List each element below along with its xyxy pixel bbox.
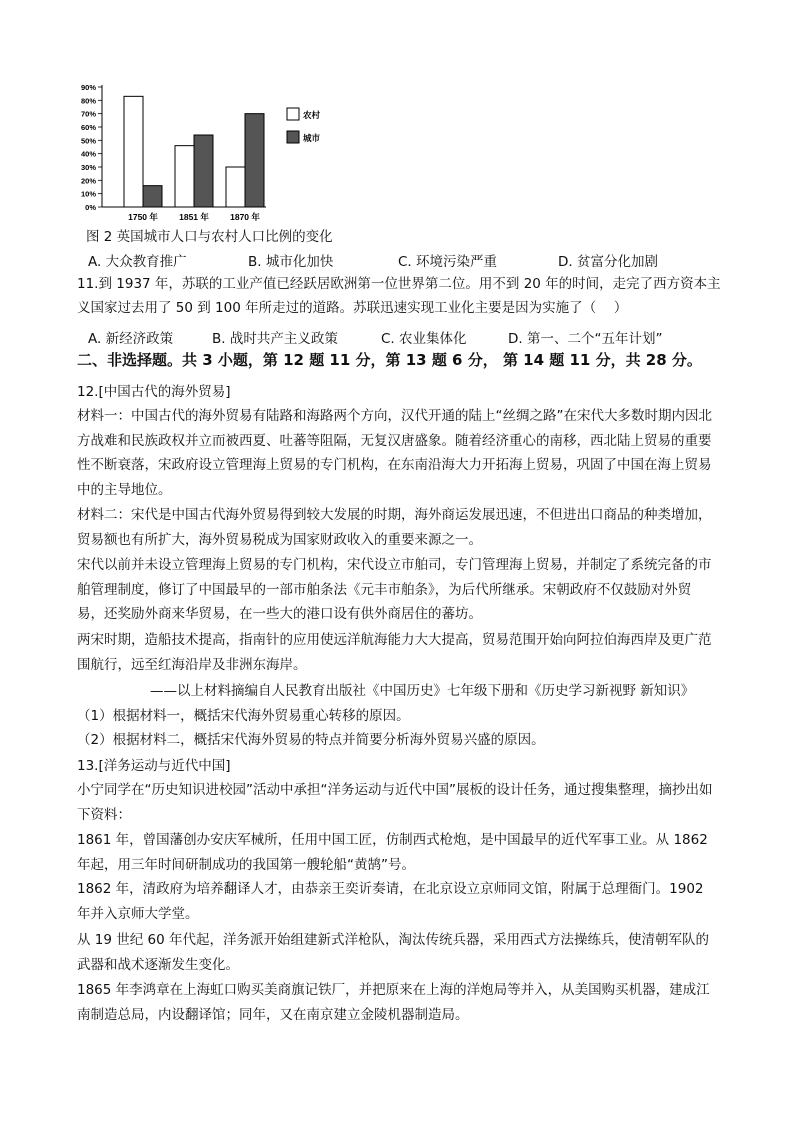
q12-material-2c: 两宋时期，造船技术提高，指南针的应用使远洋航海能力大大提高，贸易范围开始向阿拉伯海西岸及更广范围航行，远至红海沿岸及非洲东海岸。 (77, 632, 712, 673)
y-tick-label: 40% (80, 149, 96, 159)
bar-rural (175, 146, 194, 207)
q10-option-a: A. 大众教育推广 (88, 254, 187, 270)
q12-material-1: 材料一：中国古代的海外贸易有陆路和海路两个方向，汉代开通的陆上“丝绸之路”在宋代大多数时期内因北方战难和民族政权并立而被西夏、吐蕃等阻隔，无复汉唐盛象。随着经济重心的南移，西北陆上贸易的重要性不断衰落，宋政府设立管理海上贸易的专门机构，在东南沿海大力开拓海上贸易，巩固了中国在海上贸易中的主导地位。 (77, 408, 712, 498)
bar-urban (143, 186, 162, 207)
bar-urban (245, 114, 264, 207)
y-tick-label: 70% (80, 109, 96, 119)
q11-option-c: C. 农业集体化 (381, 331, 467, 347)
bar-rural (124, 96, 143, 207)
y-tick-label: 10% (80, 189, 96, 199)
q12-material-2b: 宋代以前并未设立管理海上贸易的专门机构，宋代设立市舶司，专门管理海上贸易，并制定了系统完备的市舶管理制度，修订了中国最早的一部市舶条法《元丰市舶条》，为后代所继承。宋朝政府不仅鼓励对外贸易，还奖励外商来华贸易，在一些大的港口设有供外商居住的蕃坊。 (77, 557, 712, 622)
y-tick-label: 50% (80, 136, 96, 146)
q10-option-b: B. 城市化加快 (248, 254, 334, 270)
y-tick-label: 30% (80, 163, 96, 172)
y-axis-ticks (81, 83, 102, 212)
q10-option-d: D. 贫富分化加剧 (558, 254, 658, 270)
q11-stem-line2: 义国家过去用了 50 到 100 年所走过的道路。苏联迅速实现工业化主要是因为实施了（ ） (77, 300, 628, 316)
section-heading: 二、非选择题。共 3 小题，第 12 题 11 分，第 13 题 6 分， 第 14 题 11 分，共 28 分。 (77, 351, 702, 369)
q11-stem-line1: 11.到 1937 年，苏联的工业产值已经跃居欧洲第一位世界第二位。用不到 20 年的时间，走完了西方资本主 (77, 276, 721, 292)
x-tick-label: 1870 年 (230, 212, 260, 222)
y-tick-label: 60% (80, 123, 96, 132)
legend-label: 农村 (303, 111, 321, 121)
q13-paragraph-3: 从 19 世纪 60 年代起，洋务派开始组建新式洋枪队，淘汰传统兵器，采用西式方法操练兵，使清朝军队的武器和战术逐渐发生变化。 (77, 932, 710, 973)
q12-question-2: （2）根据材料二，概括宋代海外贸易的特点并简要分析海外贸易兴盛的原因。 (77, 732, 545, 748)
figure-caption: 图 2 英国城市人口与农村人口比例的变化 (86, 229, 333, 245)
bar-urban (194, 135, 213, 207)
bar-rural (226, 167, 245, 207)
q11-option-a: A. 新经济政策 (88, 331, 174, 347)
y-tick-label: 80% (80, 96, 96, 106)
q12-question-1: （1）根据材料一，概括宋代海外贸易重心转移的原因。 (77, 708, 410, 724)
population-bar-chart (76, 80, 346, 222)
q13-title: 13.[洋务运动与近代中国] (77, 758, 231, 774)
q13-paragraph-1: 1861 年，曾国藩创办安庆军械所，任用中国工匠，仿制西式枪炮，是中国最早的近代军事工业。从 1862 年起，用三年时间研制成功的我国第一艘轮船“黄鹄”号。 (77, 832, 708, 873)
x-tick-label: 1750 年 (128, 212, 158, 222)
x-axis-labels (128, 212, 260, 222)
q12-source: ——以上材料摘编自人民教育出版社《中国历史》七年级下册和《历史学习新视野 新知识》 (150, 683, 695, 699)
legend-swatch (287, 131, 299, 143)
legend-label: 城市 (303, 134, 321, 144)
q12-title: 12.[中国古代的海外贸易] (77, 384, 231, 400)
q10-option-c: C. 环境污染严重 (398, 254, 498, 270)
legend-swatch (287, 108, 299, 120)
q13-paragraph-2: 1862 年，清政府为培养翻译人才，由恭亲王奕䜣奏请，在北京设立京师同文馆，附属于总理衙门。1902 年并入京师大学堂。 (77, 881, 704, 922)
bars-group (124, 96, 264, 207)
q11-option-d: D. 第一、二个“五年计划” (508, 331, 663, 347)
q13-paragraph-4: 1865 年李鸿章在上海虹口购买美商旗记铁厂，并把原来在上海的洋炮局等并入，从美国购买机器，建成江南制造总局，内设翻译馆；同年，又在南京建立金陵机器制造局。 (77, 982, 710, 1023)
y-tick-label: 90% (80, 83, 96, 92)
y-tick-label: 0% (85, 203, 96, 212)
legend (287, 108, 321, 144)
y-tick-label: 20% (80, 176, 96, 186)
x-tick-label: 1851 年 (179, 212, 209, 222)
q13-intro: 小宁同学在“历史知识进校园”活动中承担“洋务运动与近代中国”展板的设计任务，通过搜集整理，摘抄出如下资料： (77, 782, 713, 823)
q11-option-b: B. 战时共产主义政策 (212, 331, 338, 347)
q12-material-2a: 材料二：宋代是中国古代海外贸易得到较大发展的时期，海外商运发展迅速，不但进出口商品的种类增加，贸易额也有所扩大，海外贸易税成为国家财政收入的重要来源之一。 (77, 507, 712, 548)
